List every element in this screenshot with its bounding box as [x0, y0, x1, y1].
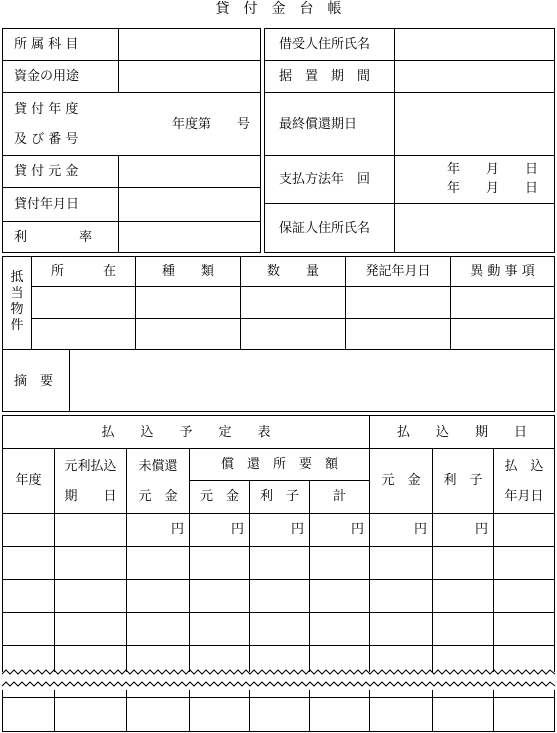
loan-year-label-line2: 及 び 番 号 [14, 132, 79, 147]
collateral-header-quantity: 数 量 [266, 264, 319, 279]
col-unpaid-header-bottom: 元 金 [138, 489, 178, 504]
col-paid-date-header-bottom: 年月日 [504, 489, 544, 504]
principal-label: 貸 付 元 金 [14, 164, 79, 179]
col-required-header: 償 還 所 要 額 [220, 457, 338, 472]
guarantor-label: 保証人住所氏名 [279, 221, 371, 236]
collateral-header-location: 所 在 [50, 264, 116, 279]
unit-yen-paid-principal: 円 [414, 522, 428, 537]
summary-label: 摘 要 [14, 374, 54, 389]
col-pay-date-header-top: 元利払込 [64, 459, 117, 474]
unit-yen-req-principal: 円 [231, 522, 245, 537]
col-year-header: 年度 [15, 473, 42, 488]
schedule-plan-header: 払 込 予 定 表 [101, 425, 271, 440]
dept-label: 所 属 科 目 [14, 37, 79, 52]
schedule-paid-header: 払 込 期 日 [396, 425, 527, 440]
collateral-header-date: 発記年月日 [365, 264, 431, 279]
borrower-label: 借受人住所氏名 [279, 37, 371, 52]
loan-year-label-line1: 貸 付 年 度 [14, 102, 79, 117]
col-paid-date-header-top: 払 込 [504, 459, 544, 474]
col-req-total-header: 計 [332, 489, 346, 504]
unit-yen-unpaid: 円 [171, 522, 185, 537]
collateral-header-changes: 異 動 事 項 [470, 264, 535, 279]
col-paid-interest-header: 利 子 [443, 473, 483, 488]
date-line-1: 年 月 日 [447, 162, 539, 177]
collateral-header-type: 種 類 [161, 264, 214, 279]
unit-yen-paid-interest: 円 [475, 522, 489, 537]
grace-period-label: 据 置 期 間 [279, 69, 371, 84]
final-repay-date-label: 最終償還期日 [279, 117, 358, 132]
purpose-label: 資金の用途 [14, 69, 80, 84]
col-pay-date-header-bottom: 期 日 [64, 489, 117, 504]
unit-yen-req-total: 円 [351, 522, 365, 537]
unit-yen-req-interest: 円 [291, 522, 305, 537]
col-req-interest-header: 利 子 [259, 489, 299, 504]
col-paid-principal-header: 元 金 [381, 473, 421, 488]
payment-method-label: 支払方法年 回 [279, 172, 371, 187]
date-line-2: 年 月 日 [447, 181, 539, 196]
col-req-principal-header: 元 金 [199, 489, 239, 504]
col-unpaid-header-top: 未償還 [138, 459, 178, 474]
interest-rate-label: 利 率 [14, 230, 93, 245]
year-number-text: 年度第 号 [172, 117, 251, 132]
page-title: 貸 付 金 台 帳 [215, 1, 342, 17]
loan-date-label: 貸付年月日 [14, 197, 80, 212]
collateral-side-label: 抵当物件 [10, 270, 24, 333]
